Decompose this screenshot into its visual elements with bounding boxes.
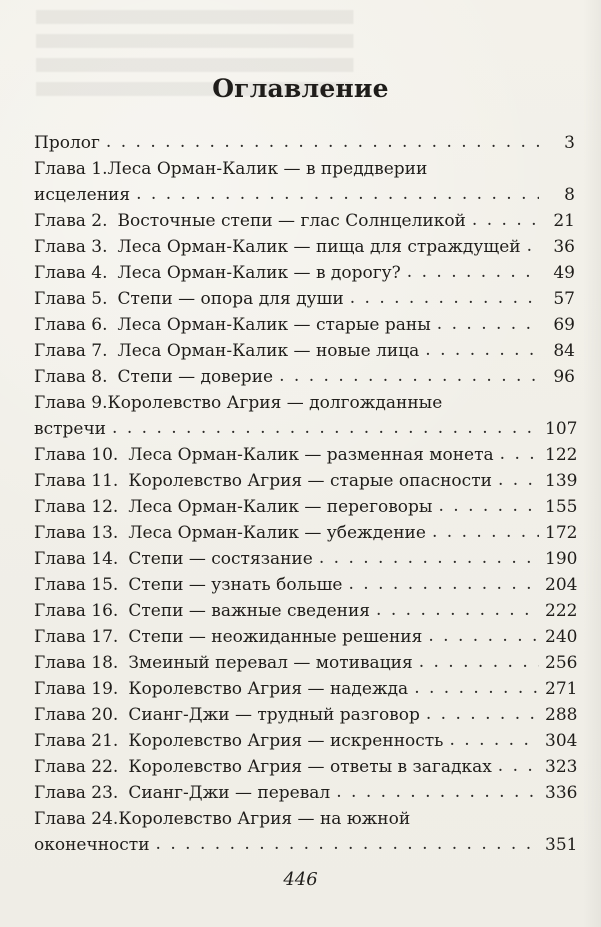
chapter-prefix: Глава 13. [34,523,119,543]
chapter-prefix: Глава 7. [34,341,108,361]
toc-page-number: 204 [545,575,578,595]
chapter-title: Леса Орман-Калик — разменная монета [128,445,494,465]
toc-entry-chapter-15 [34,572,578,598]
chapter-prefix: Глава 4. [34,263,108,283]
toc-entry-chapter-10 [34,442,578,468]
toc-entry-chapter-20 [34,702,578,728]
toc-page-number: 271 [545,679,578,699]
dot-leader [350,285,539,311]
toc-entry-chapter-9 [34,390,578,442]
chapter-prefix: Глава 9. [34,393,108,413]
toc-entry-chapter-4 [34,260,575,286]
toc-entry-chapter-19 [34,676,578,702]
chapter-prefix: Глава 6. [34,315,108,335]
toc-page-number: 240 [545,627,578,647]
toc-entry-chapter-22 [34,754,578,780]
chapter-title: Сианг-Джи — трудный разговор [128,705,420,725]
chapter-title: Королевство Агрия — ответы в загадках [128,757,492,777]
toc-entry-chapter-23 [34,780,578,806]
dot-leader [348,571,539,597]
toc-page-number: 36 [553,237,575,257]
chapter-title: Леса Орман-Калик — переговоры [128,497,433,517]
chapter-prefix: Глава 12. [34,497,119,517]
chapter-prefix: Глава 2. [34,211,108,231]
dot-leader [498,753,539,779]
chapter-title-line-2: исцеления [34,185,131,205]
chapter-title: Степи — доверие [117,367,274,387]
dot-leader [376,597,539,623]
toc-page-number: 8 [564,185,575,205]
toc-entry-chapter-24 [34,806,578,858]
dot-leader [112,415,539,441]
chapter-prefix: Глава 3. [34,237,108,257]
toc-entry-label: Пролог [34,133,100,153]
dot-leader [419,649,539,675]
chapter-title: Леса Орман-Калик — пища для страждущей [117,237,521,257]
chapter-prefix: Глава 1. [34,159,108,179]
chapter-prefix: Глава 8. [34,367,108,387]
toc-page-number: 57 [553,289,575,309]
dot-leader [106,129,539,155]
dot-leader [279,363,539,389]
page-title: Оглавление [212,74,389,103]
chapter-prefix: Глава 18. [34,653,119,673]
chapter-prefix: Глава 14. [34,549,119,569]
chapter-prefix: Глава 5. [34,289,108,309]
toc-page-number: 288 [545,705,578,725]
toc-entry-chapter-11 [34,468,578,494]
dot-leader [136,181,539,207]
toc-page-number: 69 [553,315,575,335]
chapter-title: Степи — важные сведения [128,601,371,621]
dot-leader [527,233,539,259]
chapter-title: Степи — неожиданные решения [128,627,423,647]
dot-leader [156,831,539,857]
chapter-title: Леса Орман-Калик — старые раны [117,315,431,335]
dot-leader [319,545,539,571]
dot-leader [414,675,539,701]
toc-page-number: 155 [545,497,578,517]
chapter-prefix: Глава 20. [34,705,119,725]
toc-page-number: 49 [553,263,575,283]
toc-page-number: 172 [545,523,578,543]
chapter-title-line-1: Королевство Агрия — долгожданные [107,393,443,413]
toc-entry-chapter-8 [34,364,575,390]
chapter-prefix: Глава 17. [34,627,119,647]
chapter-title: Королевство Агрия — старые опасности [128,471,492,491]
chapter-title: Леса Орман-Калик — убеждение [128,523,426,543]
toc-entry-chapter-6 [34,312,575,338]
chapter-title-line-1: Леса Орман-Калик — в преддверии [107,159,428,179]
dot-leader [432,519,539,545]
chapter-title: Степи — узнать больше [128,575,343,595]
toc-page-number: 122 [545,445,578,465]
chapter-title: Королевство Агрия — искренность [128,731,444,751]
toc-page-number: 84 [553,341,575,361]
chapter-prefix: Глава 22. [34,757,119,777]
chapter-title-line-1: Королевство Агрия — на южной [118,809,411,829]
chapter-title: Восточные степи — глас Солнцеликой [117,211,466,231]
dot-leader [407,259,539,285]
toc-entry-chapter-7 [34,338,575,364]
chapter-title: Змеиный перевал — мотивация [128,653,413,673]
dot-leader [498,467,539,493]
dot-leader [336,779,539,805]
page-number: 446 [283,869,318,890]
toc-page-number: 222 [545,601,578,621]
chapter-title-line-2: оконечности [34,835,150,855]
chapter-title-line-2: встречи [34,419,107,439]
toc-entry-chapter-1 [34,156,575,208]
dot-leader [425,337,539,363]
dot-leader [426,701,539,727]
toc-page-number: 336 [545,783,578,803]
chapter-prefix: Глава 23. [34,783,119,803]
chapter-title: Леса Орман-Калик — новые лица [117,341,420,361]
toc-page-number: 351 [545,835,578,855]
toc-page-number: 139 [545,471,578,491]
toc-entry-chapter-16 [34,598,578,624]
toc-page-number: 190 [545,549,578,569]
chapter-title: Степи — опора для души [117,289,344,309]
chapter-title: Сианг-Джи — перевал [128,783,331,803]
chapter-title: Степи — состязание [128,549,313,569]
dot-leader [449,727,539,753]
chapter-title: Леса Орман-Калик — в дорогу? [117,263,401,283]
toc-entry-chapter-12 [34,494,578,520]
toc-entry-prologue [34,130,575,156]
toc-page-number: 96 [553,367,575,387]
toc-page-number: 21 [553,211,575,231]
chapter-title: Королевство Агрия — надежда [128,679,409,699]
toc-entry-chapter-3 [34,234,575,260]
dot-leader [437,311,539,337]
toc-entry-chapter-13 [34,520,578,546]
toc-page-number: 304 [545,731,578,751]
dot-leader [438,493,539,519]
chapter-prefix: Глава 15. [34,575,119,595]
toc-page-number: 256 [545,653,578,673]
chapter-prefix: Глава 10. [34,445,119,465]
dot-leader [428,623,539,649]
toc-entry-chapter-18 [34,650,578,676]
chapter-prefix: Глава 21. [34,731,119,751]
toc-entry-chapter-21 [34,728,578,754]
toc-page-number: 323 [545,757,578,777]
chapter-prefix: Глава 24. [34,809,119,829]
dot-leader [472,207,539,233]
chapter-prefix: Глава 19. [34,679,119,699]
toc-entry-chapter-14 [34,546,578,572]
chapter-prefix: Глава 11. [34,471,119,491]
toc-page-number: 107 [545,419,578,439]
toc-entry-chapter-17 [34,624,578,650]
page-edge-shadow [583,0,601,927]
dot-leader [500,441,539,467]
toc-page-number: 3 [564,133,575,153]
table-of-contents [34,130,578,858]
chapter-prefix: Глава 16. [34,601,119,621]
toc-entry-chapter-2 [34,208,575,234]
toc-entry-chapter-5 [34,286,575,312]
